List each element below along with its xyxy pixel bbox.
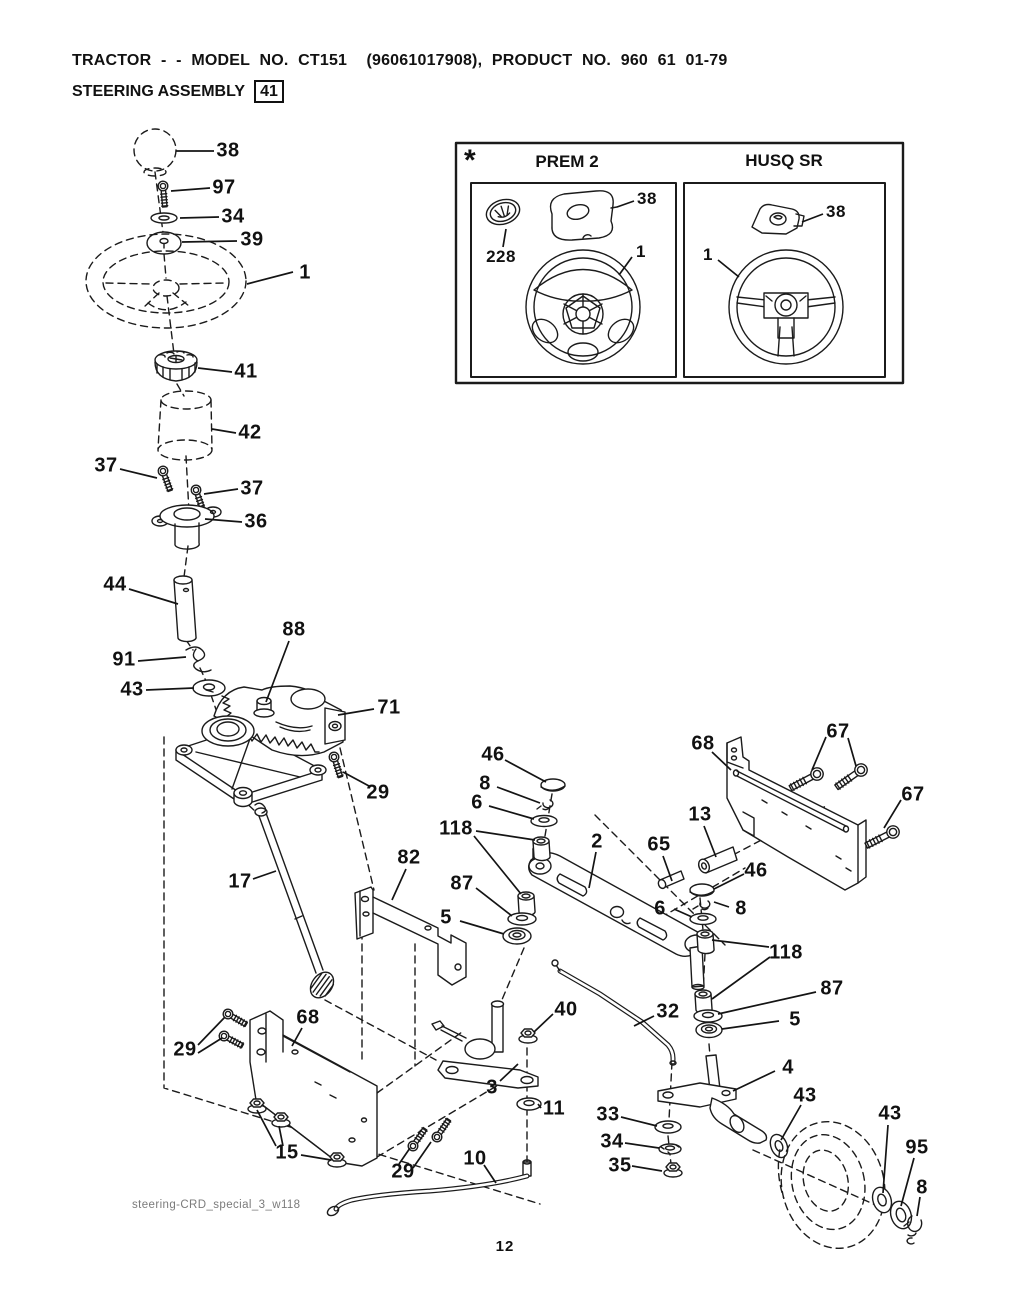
callout-29: 29 [391, 1160, 415, 1183]
callout-67: 67 [826, 720, 850, 743]
callout-36: 36 [244, 510, 268, 533]
callout-38: 38 [826, 202, 846, 221]
part-37-bolt [157, 465, 175, 493]
drawing-watermark: steering-CRD_special_3_w118 [132, 1199, 301, 1211]
callout-8: 8 [916, 1176, 928, 1199]
part-82-bracket [355, 887, 466, 985]
callout-46: 46 [744, 859, 768, 882]
callout-35: 35 [608, 1154, 632, 1177]
part-36-bushing [152, 505, 221, 549]
part-11-washer [517, 1098, 541, 1110]
callout-97: 97 [212, 176, 236, 199]
callout-39: 39 [240, 228, 264, 251]
callout-228: 228 [486, 247, 516, 266]
part-67-bolt [788, 766, 826, 794]
part-38-cap-husq [752, 205, 804, 235]
part-3-spindle [432, 1001, 538, 1088]
part-17-steering-shaft [255, 803, 338, 1002]
callout-95: 95 [905, 1136, 929, 1159]
callout-4: 4 [782, 1056, 794, 1079]
callout-88: 88 [282, 618, 306, 641]
part-228-emblem [483, 195, 523, 228]
part-2-drag-link [529, 846, 709, 990]
part-5-bushing [503, 928, 531, 944]
inset-panel-title-husq: HUSQ SR [745, 151, 823, 170]
callout-29: 29 [366, 781, 390, 804]
callout-5: 5 [789, 1008, 801, 1031]
part-29-bolt [430, 1117, 452, 1144]
callout-3: 3 [486, 1076, 498, 1099]
part-35-nut [664, 1163, 682, 1177]
callout-42: 42 [238, 421, 262, 444]
part-65-spacer [657, 871, 684, 889]
part-41-adapter [155, 351, 197, 381]
callout-40: 40 [554, 998, 578, 1021]
callout-1: 1 [703, 245, 713, 264]
part-10-rod [326, 1160, 531, 1217]
callout-34: 34 [221, 205, 245, 228]
callout-43: 43 [878, 1102, 902, 1125]
callout-32: 32 [656, 1000, 680, 1023]
part-42-boot [158, 391, 212, 460]
part-43-washer [193, 680, 225, 696]
callout-10: 10 [463, 1147, 487, 1170]
callout-8: 8 [735, 897, 747, 920]
callout-37: 37 [240, 477, 264, 500]
part-118-bushing [518, 892, 535, 916]
callout-118: 118 [439, 817, 473, 840]
part-87-washer [508, 913, 536, 925]
steering-wheel-husq [729, 250, 843, 364]
callout-2: 2 [591, 830, 603, 853]
callout-11: 11 [542, 1097, 566, 1120]
part-67-bolt [863, 824, 901, 851]
part-67-bolt [833, 761, 870, 792]
part-118-bushing [697, 930, 714, 954]
callout-6: 6 [654, 897, 666, 920]
part-29-bolt [221, 1007, 248, 1028]
star-icon: * [464, 144, 476, 177]
inset-panel-title-prem2: PREM 2 [535, 152, 599, 171]
callout-44: 44 [103, 573, 127, 596]
page-title: TRACTOR - - MODEL NO. CT151 (96061017908), PRODUCT NO. 960 61 01-79 [72, 52, 728, 69]
part-38-cap [134, 129, 176, 176]
part-8-clip [693, 901, 710, 910]
callout-5: 5 [440, 906, 452, 929]
callout-118: 118 [769, 941, 803, 964]
assembly-name: STEERING ASSEMBLY [72, 82, 246, 100]
callout-8: 8 [479, 772, 491, 795]
part-6-washer [690, 914, 716, 925]
callout-34: 34 [600, 1130, 624, 1153]
callout-91: 91 [112, 648, 136, 671]
callout-71: 71 [377, 696, 401, 719]
callout-17: 17 [228, 870, 252, 893]
part-38-cap-prem2 [551, 191, 618, 240]
part-33-washer [655, 1121, 681, 1133]
callout-38: 38 [637, 189, 657, 208]
callout-67: 67 [901, 783, 925, 806]
part-118-bushing [533, 837, 550, 861]
callout-33: 33 [596, 1103, 620, 1126]
part-13-spacer [697, 847, 737, 874]
callout-65: 65 [647, 833, 671, 856]
part-87-washer [694, 1010, 722, 1022]
part-97-bolt [158, 181, 170, 208]
callout-37: 37 [94, 454, 118, 477]
callout-43: 43 [793, 1084, 817, 1107]
callout-41: 41 [234, 360, 258, 383]
callout-15: 15 [275, 1141, 299, 1164]
part-44-tube [174, 576, 196, 642]
part-6-washer [531, 816, 557, 827]
part-68-bracket-left [250, 1011, 377, 1166]
steering-wheel-prem2 [526, 250, 640, 364]
section-number-box: 41 [254, 80, 284, 103]
callout-68: 68 [691, 732, 715, 755]
callout-13: 13 [688, 803, 712, 826]
callout-38: 38 [216, 139, 240, 162]
callout-87: 87 [450, 872, 474, 895]
callout-87: 87 [820, 977, 844, 1000]
callout-46: 46 [481, 743, 505, 766]
part-88-plug [254, 698, 274, 718]
callout-1: 1 [299, 261, 311, 284]
part-71-steering-gear [176, 686, 345, 807]
part-91-clip [186, 647, 211, 672]
part-29-bolt [218, 1030, 245, 1051]
part-29-screw [328, 751, 345, 779]
callout-82: 82 [397, 846, 421, 869]
callout-29: 29 [173, 1038, 197, 1061]
page-number: 12 [495, 1238, 515, 1255]
front-wheel [768, 1111, 898, 1260]
inset-option-box [456, 143, 903, 383]
callout-1: 1 [636, 242, 646, 261]
callout-68: 68 [296, 1006, 320, 1029]
callout-43: 43 [120, 678, 144, 701]
part-46-cap [690, 884, 714, 896]
part-34-lockwasher [659, 1144, 681, 1154]
callout-6: 6 [471, 791, 483, 814]
part-5-bushing [696, 1023, 722, 1038]
part-34-washer [151, 213, 177, 223]
